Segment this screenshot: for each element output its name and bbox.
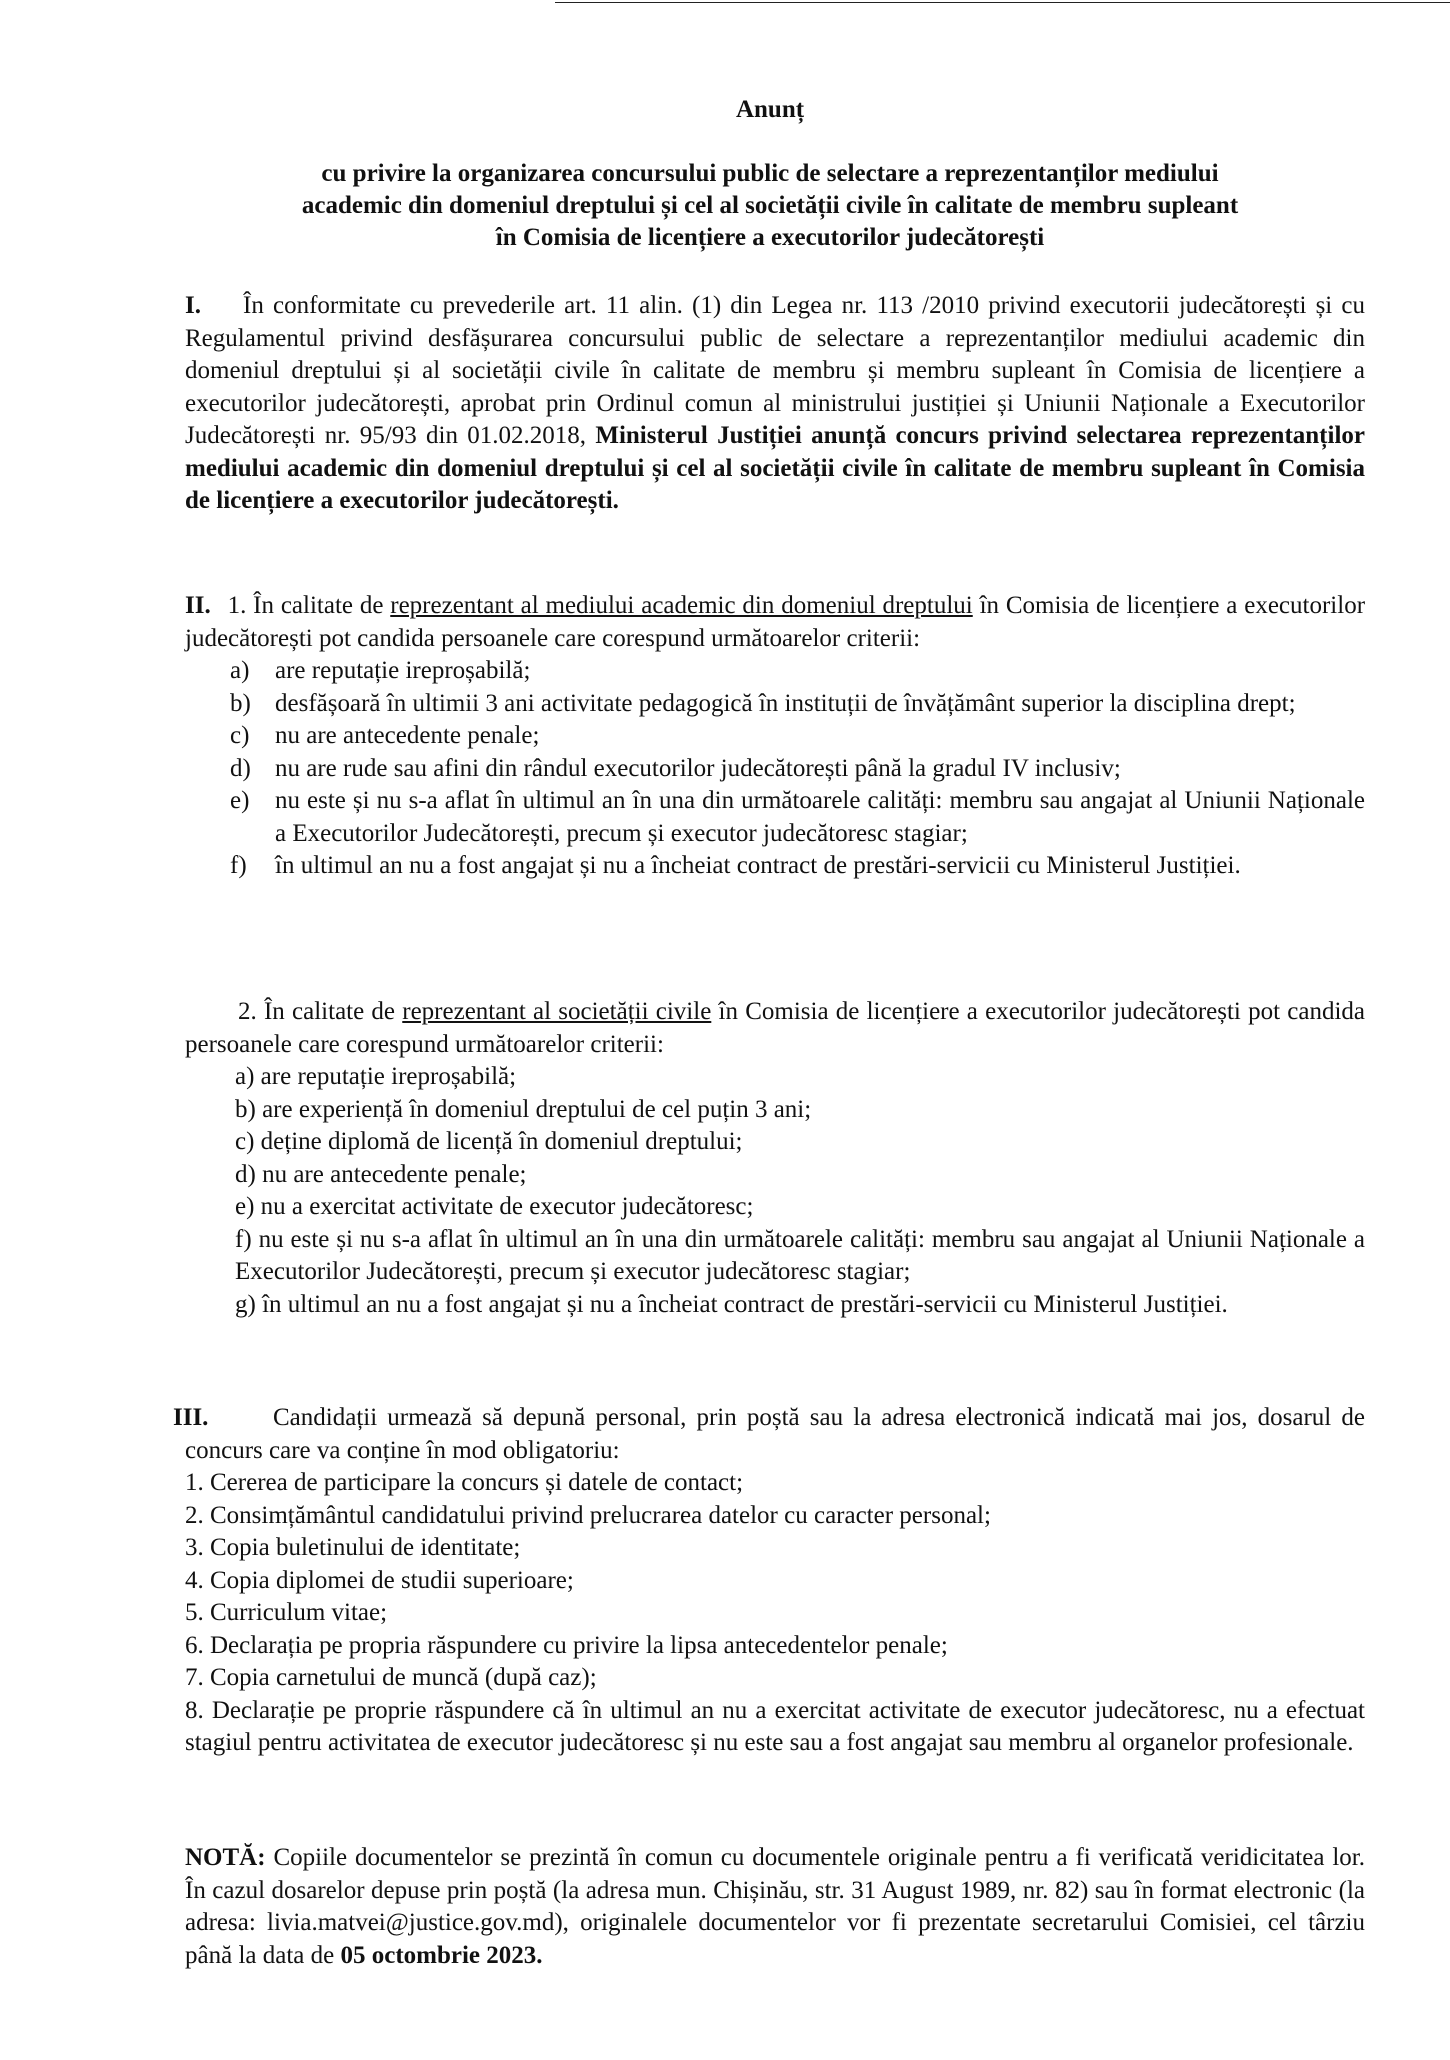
subtitle-line: în Comisia de licențiere a executorilor judecătorești [495, 224, 1045, 251]
criteria-list-civil [185, 1061, 1365, 1321]
list-item [230, 753, 1365, 786]
list-item: 6. Declarația pe propria răspundere cu privire la lipsa antecedentelor penale; [185, 1631, 948, 1659]
section-I-bold-text: Ministerul Justiției anunță concurs privind selectarea reprezentanților mediului academic din domeniul dreptului și cel al societății civile în calitate de membru supleant în Comisia de licențiere a executorilor judecătorești. [185, 422, 1365, 514]
list-item: b) are experiență în domeniul dreptului de cel puțin 3 ani; [235, 1095, 812, 1123]
list-item: f) nu este și nu s-a aflat în ultimul an în una din următoarele calități: membru sau angajat al Uniunii Naționale a Executorilor Judecătorești, precum și executor judecătoresc stagiar; [235, 1225, 1365, 1285]
section-II-2-underlined: reprezentant al societății civile [402, 998, 712, 1025]
list-item [230, 850, 1365, 883]
list-text: desfășoară în ultimii 3 ani activitate pedagogică în instituții de învățământ superior la disciplina drept; [275, 689, 1296, 717]
nota-deadline: 05 octombrie 2023 [340, 1941, 537, 1969]
list-item: 5. Curriculum vitae; [185, 1599, 388, 1626]
section-II-1-underlined: reprezentant al mediului academic din domeniul dreptului [390, 592, 973, 619]
list-marker: f) [230, 852, 247, 879]
criteria-list-academic [185, 655, 1365, 883]
list-item: 7. Copia carnetului de muncă (după caz); [185, 1664, 597, 1691]
list-marker: e) [230, 787, 250, 814]
document-subtitle [220, 158, 1320, 254]
list-item: c) deține diplomă de licență în domeniul dreptului; [235, 1128, 743, 1155]
section-II-2-before: În calitate de [263, 998, 403, 1025]
list-item: a) are reputație ireproșabilă; [235, 1063, 517, 1090]
list-marker: d) [230, 754, 251, 782]
document-title: Anunț [735, 96, 805, 123]
list-text: are reputație ireproșabilă; [275, 657, 531, 684]
section-III-numeral: III. [173, 1404, 209, 1431]
section-II-1-number: 1. [227, 592, 247, 619]
list-item: 8. Declarație pe proprie răspundere că în ultimul an nu a exercitat activitate de executor judecătoresc, nu a efectuat stagiul pentru activitatea de executor judecătoresc și nu este sau a fost angajat sau membru al organelor profesionale. [185, 1696, 1365, 1756]
nota-text: Copiile documentelor se prezintă în comun cu documentele originale pentru a fi verificată veridicitatea lor. În cazul dosarelor depuse prin poștă (la adresa mun. Chișinău, str. 31 August 1989, nr. 82) sau în format electronic (la adresa: livia.matvei@justice.gov.md), originalele documentelor vor fi prezentate secretarului Comisiei, cel târziu până la data de [185, 1844, 1365, 1969]
list-text: nu are rude sau afini din rândul executorilor judecătorești până la gradul IV inclusiv; [275, 754, 1121, 782]
section-II-1-after: în Comisia de licențiere a executorilor judecătorești pot candida persoanele care corespund următoarelor criterii: [185, 592, 1366, 652]
dossier-documents-list [185, 1467, 1365, 1760]
list-marker: b) [230, 689, 251, 717]
list-item: d) nu are antecedente penale; [235, 1160, 527, 1188]
list-text: nu este și nu s-a aflat în ultimul an în una din următoarele calități: membru sau angajat al Uniunii Naționale a Executorilor Judecătorești, precum și executor judecătoresc stagiar; [275, 787, 1365, 847]
list-item [230, 785, 1365, 850]
section-II-2-after: în Comisia de licențiere a executorilor judecătorești pot candida persoanele care corespund următoarelor criterii: [185, 998, 1366, 1058]
list-item [230, 655, 1365, 688]
section-III [173, 1402, 1365, 1760]
list-marker: a) [230, 657, 250, 684]
section-II-2 [185, 996, 1365, 1321]
section-III-intro: Candidații urmează să depună personal, prin poștă sau la adresa electronică indicată mai jos, dosarul de concurs care va conține în mod obligatoriu: [185, 1404, 1365, 1464]
list-item: e) nu a exercitat activitate de executor judecătoresc; [235, 1193, 754, 1220]
list-item: 1. Cererea de participare la concurs și datele de contact; [185, 1469, 744, 1496]
list-item: 2. Consimțământul candidatului privind prelucrarea datelor cu caracter personal; [185, 1501, 991, 1529]
list-item: 3. Copia buletinului de identitate; [185, 1534, 521, 1561]
list-item [230, 720, 1365, 753]
subtitle-line: cu privire la organizarea concursului public de selectare a reprezentanților mediului [321, 160, 1219, 187]
nota-section [185, 1842, 1365, 1972]
nota-end: . [536, 1941, 543, 1969]
section-II-2-number: 2. [238, 998, 257, 1025]
list-marker: c) [230, 722, 250, 749]
list-text: nu are antecedente penale; [275, 722, 540, 749]
scan-edge-line [555, 2, 1450, 3]
list-item: g) în ultimul an nu a fost angajat și nu a încheiat contract de prestări-servicii cu Ministerul Justiției. [235, 1290, 1228, 1318]
list-item: 4. Copia diplomei de studii superioare; [185, 1566, 574, 1594]
section-I-numeral: I. [185, 292, 201, 319]
subtitle-line: academic din domeniul dreptului și cel al societății civile în calitate de membru supleant [301, 192, 1239, 219]
section-I-text: În conformitate cu prevederile art. 11 alin. (1) din Legea nr. 113 /2010 privind executorii judecătorești și cu Regulamentul privind desfășurarea concursului public de selectare a reprezentanților mediului academic din domeniul dreptului și al societății civile în calitate de membru și membru supleant în Comisia de licențiere a executorilor judecătorești, aprobat prin Ordinul comun al ministrului justiției și Uniunii Naționale a Executorilor Judecătorești nr. 95/93 din 01.02.2018, [185, 292, 1365, 449]
section-II-numeral: II. [185, 592, 211, 619]
section-II-1 [185, 590, 1365, 883]
list-text: în ultimul an nu a fost angajat și nu a încheiat contract de prestări-servicii cu Ministerul Justiției. [275, 852, 1241, 879]
list-item [230, 688, 1365, 721]
section-II-1-before: În calitate de [253, 592, 391, 619]
nota-label: NOTĂ: [185, 1844, 266, 1871]
section-I [185, 290, 1365, 518]
